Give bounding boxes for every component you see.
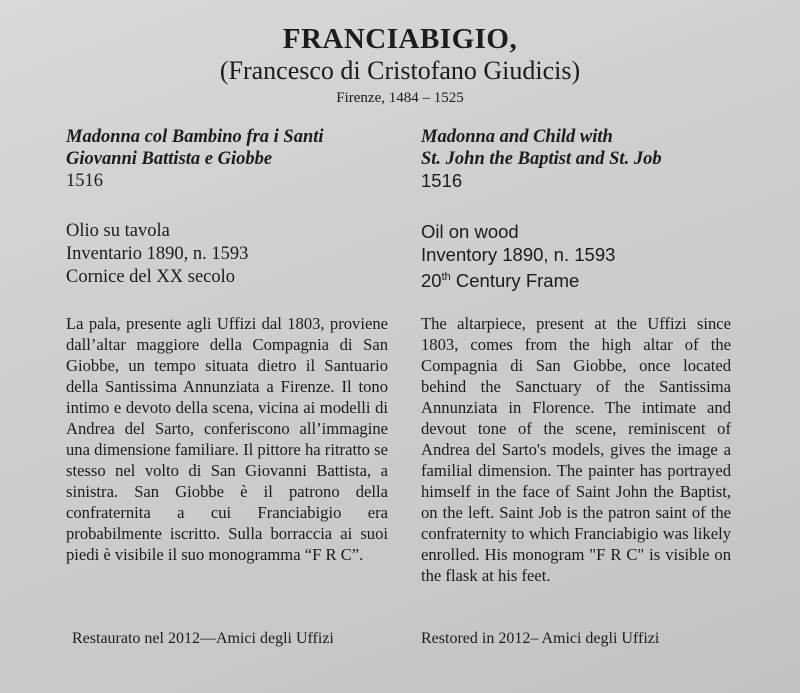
italian-restoration-note: Restaurato nel 2012—Amici degli Uffizi	[72, 630, 334, 647]
english-column	[421, 126, 731, 647]
italian-inventory: Inventario 1890, n. 1593	[66, 244, 249, 264]
artist-name: FRANCIABIGIO,	[282, 23, 518, 55]
english-details	[421, 220, 731, 292]
english-title-line-2: St. John the Baptist and St. Job	[421, 149, 662, 169]
italian-details	[66, 220, 388, 289]
english-medium: Oil on wood	[421, 221, 519, 242]
italian-frame: Cornice del XX secolo	[66, 267, 236, 287]
english-description: The altarpiece, present at the Uffizi since 1803, comes from the high altar of the Compagnia di San Giobbe, once located behind the Sanctuary of the Santissima Annunziata in Florence. The intimate and devout tone of the scene, reminiscent of Andrea del Sarto's models, gives the image a familial dimension. The painter has portrayed himself in the face of Saint John the Baptist, on the left. Saint Job is the patron saint of the confraternity to which Franciabigio was likely enrolled. His monogram "F R C" is visible on the flask at his feet.	[421, 314, 731, 585]
museum-label-header	[0, 22, 800, 108]
frame-text: Century Frame	[450, 270, 580, 292]
italian-column	[66, 126, 388, 647]
italian-title-line-2: Giovanni Battista e Giobbe	[66, 149, 273, 169]
italian-title-line-1: Madonna col Bambino fra i Santi	[66, 127, 324, 147]
english-year: 1516	[421, 170, 463, 191]
english-title-line-1: Madonna and Child with	[421, 127, 613, 147]
italian-year: 1516	[66, 171, 103, 191]
frame-century-suffix: th	[441, 271, 451, 283]
italian-medium: Olio su tavola	[66, 221, 170, 241]
frame-century: 20	[421, 270, 442, 292]
english-inventory: Inventory 1890, n. 1593	[421, 244, 616, 265]
artist-life-dates: Firenze, 1484 – 1525	[336, 90, 464, 106]
english-restoration-note: Restored in 2012– Amici degli Uffizi	[421, 630, 660, 647]
artist-full-name: (Francesco di Cristofano Giudicis)	[219, 56, 581, 85]
english-frame	[421, 266, 731, 292]
italian-description: La pala, presente agli Uffizi dal 1803, proviene dall’altar maggiore della Compagnia di San Giobbe, un tempo situata dietro il Santuario della Santissima Annunziata a Firenze. Il tono intimo e devoto della scena, vicina ai modelli di Andrea del Sarto, conferiscono all’immagine una dimensione familiare. Il pittore ha ritratto se stesso nel volto di San Giovanni Battista, a sinistra. San Giobbe è il patrono della confraternita a cui Franciabigio era probabilmente iscritto. Sulla borraccia ai suoi piedi è visibile il suo monogramma “F R C”.	[66, 314, 388, 564]
